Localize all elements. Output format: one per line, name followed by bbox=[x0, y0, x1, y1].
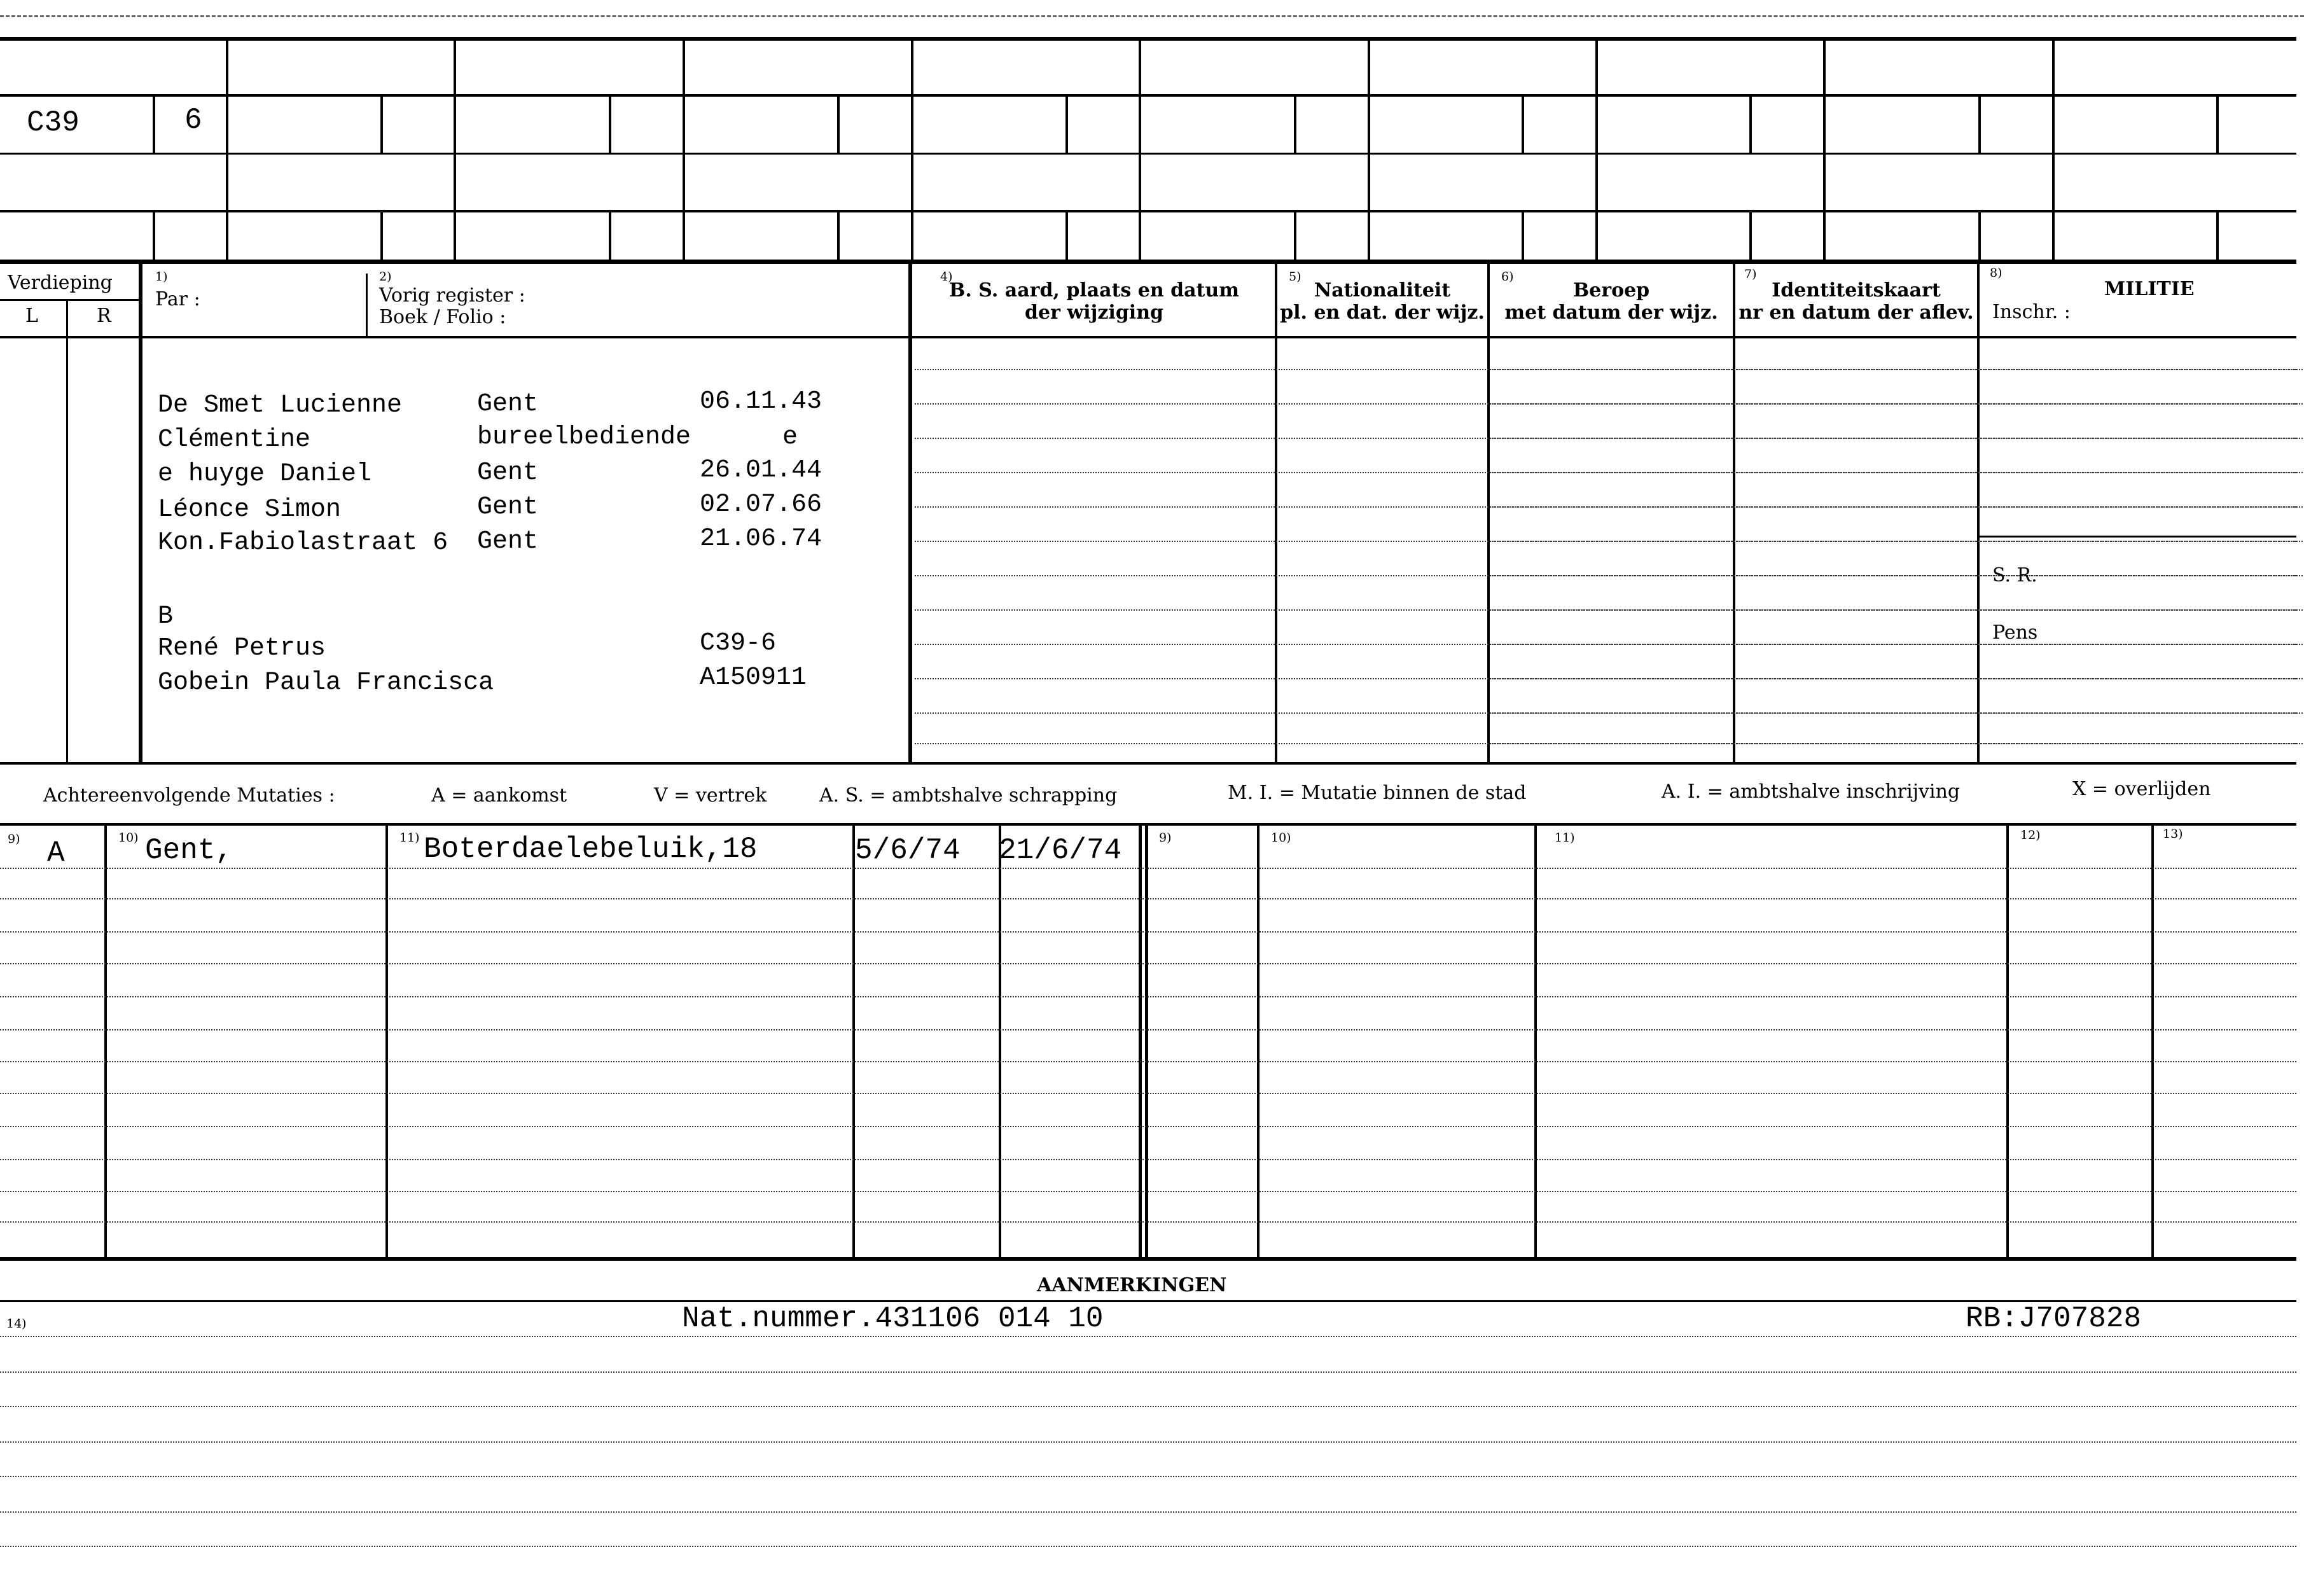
top-grid-tick bbox=[1978, 211, 1981, 261]
mutation-line bbox=[0, 1029, 2296, 1030]
footnote-12: 12) bbox=[2020, 828, 2041, 842]
legend-schrapping: A. S. = ambtshalve schrapping bbox=[819, 784, 1118, 807]
person-date-4: 02.07.66 bbox=[700, 490, 822, 519]
person-code-8: A150911 bbox=[700, 663, 807, 692]
top-grid-tick bbox=[837, 95, 840, 153]
top-grid-tick bbox=[1294, 211, 1296, 261]
ruled-line bbox=[1490, 369, 2296, 370]
beroep-header-line1: Beroep bbox=[1572, 279, 1650, 302]
nat-header-line1: Nationaliteit bbox=[1314, 279, 1451, 302]
footnote-6: 6) bbox=[1501, 270, 1514, 284]
boek-folio-label: Boek / Folio : bbox=[379, 306, 506, 328]
top-grid-tick bbox=[153, 95, 155, 153]
top-grid-rule bbox=[0, 260, 2296, 264]
top-grid-col bbox=[911, 38, 913, 262]
mutation-col bbox=[2151, 824, 2154, 1258]
ruled-line bbox=[1490, 743, 2296, 744]
person-address-5: Kon.Fabiolastraat 6 bbox=[158, 529, 448, 557]
person-place-4: Gent bbox=[477, 493, 539, 522]
ruled-line bbox=[1490, 575, 2296, 576]
ruled-line bbox=[1490, 541, 2296, 542]
par-label: Par : bbox=[155, 288, 200, 310]
header-bottom-rule bbox=[0, 336, 2296, 338]
inschr-label: Inschr. : bbox=[1992, 301, 2071, 323]
militie-header: MILITIE bbox=[2104, 278, 2195, 300]
ruled-line bbox=[1490, 712, 2296, 714]
col-divider bbox=[908, 262, 912, 765]
footnote-7: 7) bbox=[1744, 267, 1757, 281]
mutation-col bbox=[104, 824, 107, 1258]
block-code: C39 bbox=[27, 106, 80, 139]
footnote-14: 14) bbox=[6, 1317, 27, 1331]
top-edge bbox=[0, 15, 2304, 17]
ruled-line bbox=[1490, 506, 2296, 508]
col-divider bbox=[66, 299, 68, 763]
top-grid-col bbox=[454, 38, 456, 262]
person-code-7: C39-6 bbox=[700, 629, 777, 658]
footnote-8: 8) bbox=[1990, 266, 2002, 280]
mutation-col bbox=[1534, 824, 1537, 1258]
person-date-5: 21.06.74 bbox=[700, 525, 822, 553]
mutation-line bbox=[0, 868, 2296, 869]
mutation-type: A bbox=[47, 836, 65, 870]
id-header-line1: Identiteitskaart bbox=[1772, 279, 1941, 302]
top-grid-rule bbox=[0, 94, 2296, 97]
top-grid-tick bbox=[2216, 211, 2219, 261]
person-marker: B bbox=[158, 602, 174, 631]
remarks-line bbox=[0, 1371, 2296, 1373]
col-divider bbox=[139, 262, 142, 765]
legend-vertrek: V = vertrek bbox=[654, 784, 767, 807]
top-grid-tick bbox=[1978, 95, 1981, 153]
remarks-line bbox=[0, 1406, 2296, 1407]
top-grid-tick bbox=[1065, 211, 1068, 261]
footnote-9: 9) bbox=[8, 832, 20, 846]
footnote-10b: 10) bbox=[1271, 831, 1291, 845]
top-grid-tick bbox=[609, 211, 611, 261]
militie-rule bbox=[1980, 536, 2296, 538]
col-divider bbox=[366, 274, 368, 337]
top-grid-tick bbox=[380, 211, 383, 261]
footnote-10: 10) bbox=[118, 831, 139, 845]
mutation-place: Gent, bbox=[145, 834, 233, 867]
top-grid-tick bbox=[1522, 95, 1524, 153]
identiteitskaart-header bbox=[1735, 280, 1977, 324]
nat-header-line2: pl. en dat. der wijz. bbox=[1280, 301, 1485, 324]
person-extra-2: e bbox=[782, 423, 798, 452]
remarks-line bbox=[0, 1441, 2296, 1443]
footnote-1: 1) bbox=[155, 270, 168, 284]
top-grid-tick bbox=[380, 95, 383, 153]
legend-overlijden: X = overlijden bbox=[2072, 778, 2211, 800]
footnote-4: 4) bbox=[940, 270, 953, 284]
footnote-11b: 11) bbox=[1555, 831, 1575, 845]
top-grid-tick bbox=[837, 211, 840, 261]
person-name-8: Gobein Paula Francisca bbox=[158, 669, 494, 697]
top-grid-rule bbox=[0, 153, 2296, 155]
beroep-header-line2: met datum der wijz. bbox=[1504, 301, 1718, 324]
legend-mutatie: M. I. = Mutatie binnen de stad bbox=[1228, 782, 1527, 804]
person-name-4: Léonce Simon bbox=[158, 496, 342, 524]
person-place-1: Gent bbox=[477, 390, 539, 419]
remarks-line bbox=[0, 1476, 2296, 1477]
footnote-5: 5) bbox=[1289, 270, 1301, 284]
mutation-line bbox=[0, 1191, 2296, 1192]
remarks-rule bbox=[0, 1300, 2296, 1302]
top-grid-tick bbox=[153, 211, 155, 261]
top-grid-rule bbox=[0, 37, 2296, 41]
bs-header-line2: der wijziging bbox=[1025, 301, 1163, 324]
header-sub-rule bbox=[0, 299, 140, 301]
top-grid-tick bbox=[2216, 95, 2219, 153]
remarks-line bbox=[0, 1336, 2296, 1337]
mutation-col bbox=[1139, 824, 1142, 1258]
footnote-2: 2) bbox=[379, 270, 392, 284]
mutation-line bbox=[0, 1093, 2296, 1094]
mutation-line bbox=[0, 1126, 2296, 1127]
ruled-line bbox=[1490, 403, 2296, 405]
top-grid-col bbox=[2052, 38, 2055, 262]
mutation-line bbox=[0, 898, 2296, 899]
rb-number: RB:J707828 bbox=[1966, 1302, 2142, 1335]
top-grid-tick bbox=[1065, 95, 1068, 153]
mutation-col bbox=[852, 824, 855, 1258]
person-name-7: René Petrus bbox=[158, 634, 326, 663]
right-label: R bbox=[97, 305, 111, 327]
ruled-line bbox=[1490, 644, 2296, 645]
ruled-line bbox=[1490, 472, 2296, 473]
footnote-9b: 9) bbox=[1159, 831, 1172, 845]
bs-header-line1: B. S. aard, plaats en datum bbox=[949, 279, 1239, 302]
mutation-line bbox=[0, 1159, 2296, 1160]
mutations-bottom-rule bbox=[0, 1257, 2296, 1261]
col-divider bbox=[1977, 262, 1980, 765]
mutations-title: Achtereenvolgende Mutaties : bbox=[43, 784, 335, 807]
mutation-col bbox=[385, 824, 388, 1258]
top-grid-tick bbox=[1749, 211, 1752, 261]
mutation-col bbox=[1145, 824, 1148, 1258]
col-divider bbox=[1733, 262, 1735, 765]
top-grid-rule bbox=[0, 210, 2296, 212]
sr-label: S. R. bbox=[1992, 564, 2037, 586]
house-number: 6 bbox=[184, 104, 202, 137]
ruled-line bbox=[1490, 609, 2296, 611]
person-date-1: 06.11.43 bbox=[700, 387, 822, 416]
mutation-line bbox=[0, 931, 2296, 933]
col-divider bbox=[1275, 262, 1277, 765]
person-job-2: bureelbediende bbox=[477, 423, 691, 452]
footnote-11: 11) bbox=[399, 831, 420, 845]
top-grid-tick bbox=[1522, 211, 1524, 261]
beroep-header bbox=[1490, 280, 1733, 324]
top-grid-tick bbox=[609, 95, 611, 153]
col-divider bbox=[1487, 262, 1490, 765]
legend-aankomst: A = aankomst bbox=[431, 784, 567, 807]
top-grid-col bbox=[683, 38, 685, 262]
top-grid-col bbox=[1139, 38, 1141, 262]
section-bottom-rule bbox=[0, 762, 2296, 765]
nationaliteit-header bbox=[1277, 280, 1487, 324]
person-place-5: Gent bbox=[477, 527, 539, 556]
top-grid-col bbox=[1368, 38, 1370, 262]
person-date-3: 26.01.44 bbox=[700, 456, 822, 485]
person-name-2: Clémentine bbox=[158, 426, 311, 454]
remarks-line bbox=[0, 1546, 2296, 1547]
person-name-3: e huyge Daniel bbox=[158, 460, 372, 489]
top-grid-col bbox=[1595, 38, 1598, 262]
ruled-line bbox=[1490, 678, 2296, 679]
top-grid-col bbox=[1823, 38, 1826, 262]
legend-inschrijving: A. I. = ambtshalve inschrijving bbox=[1662, 781, 1960, 803]
mutation-line bbox=[0, 963, 2296, 964]
remarks-line bbox=[0, 1511, 2296, 1513]
ruled-line bbox=[1490, 438, 2296, 439]
mutation-col bbox=[2006, 824, 2009, 1258]
mutation-col bbox=[999, 824, 1001, 1258]
mutation-address: Boterdaelebeluik,18 bbox=[424, 833, 758, 866]
mutation-line bbox=[0, 1221, 2296, 1223]
verdieping-label: Verdieping bbox=[8, 272, 113, 294]
person-name-1: De Smet Lucienne bbox=[158, 391, 403, 420]
mutations-top-rule bbox=[0, 823, 2296, 826]
mutation-line bbox=[0, 1061, 2296, 1062]
bs-header bbox=[916, 280, 1272, 324]
mutation-date-13: 21/6/74 bbox=[999, 834, 1122, 867]
pens-label: Pens bbox=[1992, 621, 2038, 644]
top-grid-tick bbox=[1294, 95, 1296, 153]
mutation-date-12: 5/6/74 bbox=[855, 834, 961, 867]
id-header-line2: nr en datum der aflev. bbox=[1738, 301, 1974, 324]
remarks-title: AANMERKINGEN bbox=[1037, 1274, 1227, 1296]
mutation-line bbox=[0, 996, 2296, 997]
top-grid-col bbox=[226, 38, 228, 262]
footnote-13: 13) bbox=[2163, 827, 2183, 841]
mutation-col bbox=[1257, 824, 1260, 1258]
nat-nummer: Nat.nummer.431106 014 10 bbox=[682, 1302, 1104, 1335]
left-label: L bbox=[25, 305, 38, 327]
top-grid-tick bbox=[1749, 95, 1752, 153]
person-place-3: Gent bbox=[477, 459, 539, 487]
vorig-register-label: Vorig register : bbox=[379, 284, 525, 307]
